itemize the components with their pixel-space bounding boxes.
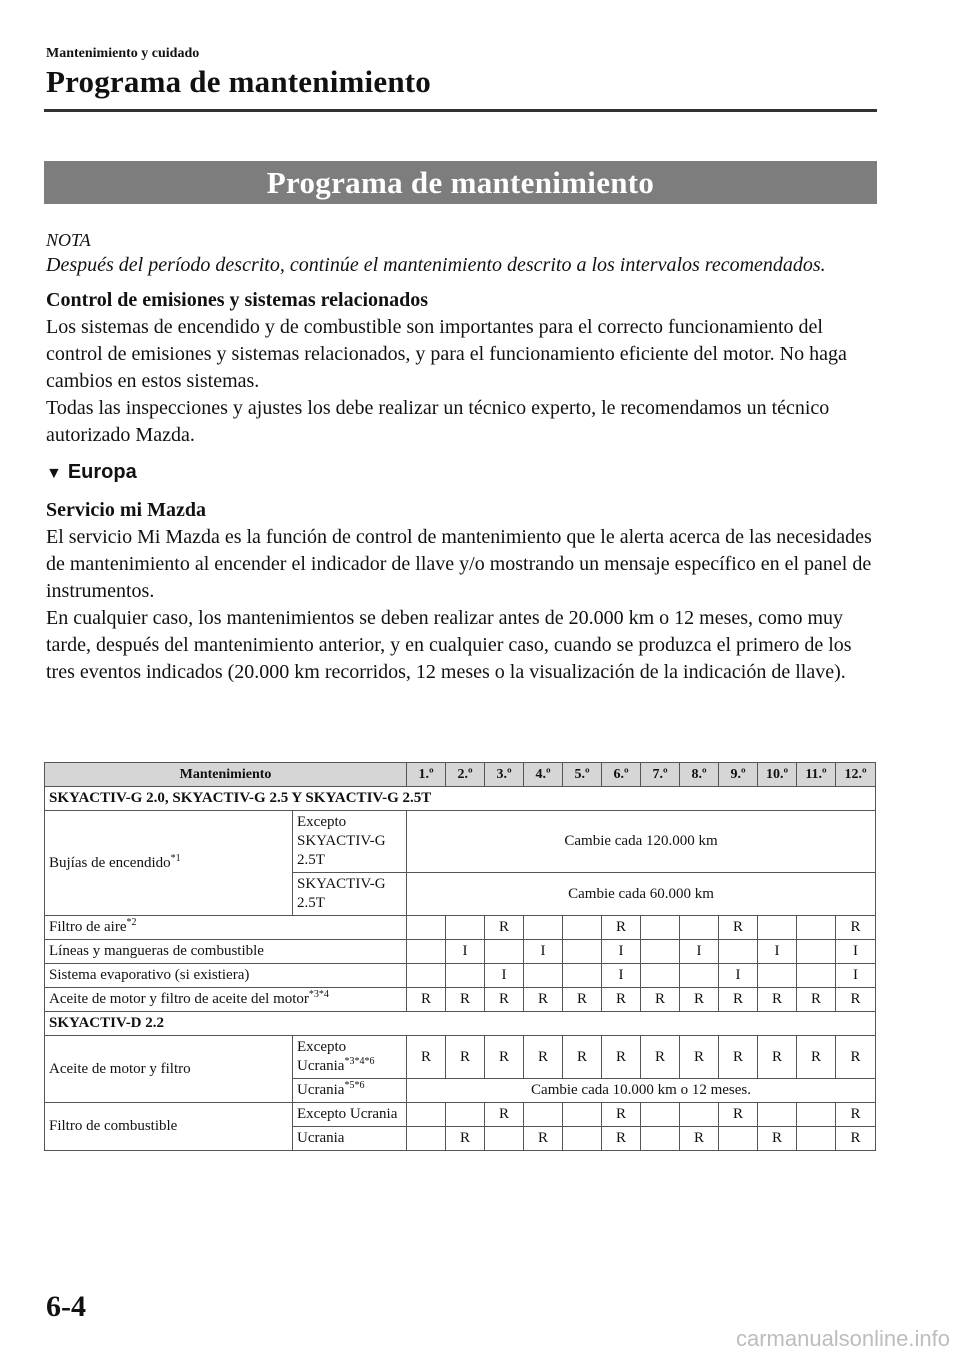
section-label-g: SKYACTIV-G 2.0, SKYACTIV-G 2.5 Y SKYACTIV-G 2.5T [45,787,876,811]
interval-cell [407,1103,446,1127]
interval-cell [407,916,446,940]
sub-label: Ucrania [293,1127,407,1151]
interval-cell: R [836,1103,876,1127]
interval-cell: R [602,1036,641,1079]
interval-cell [797,964,836,988]
interval-cell [719,940,758,964]
interval-cell: I [758,940,797,964]
interval-cell: R [836,1036,876,1079]
mi-mazda-heading: Servicio mi Mazda [46,499,206,521]
interval-cell [446,964,485,988]
interval-cell: R [407,1036,446,1079]
interval-cell: R [641,1036,680,1079]
table-row [45,964,876,988]
sub-label: Excepto Ucrania [293,1103,407,1127]
emissions-paragraph-1: Los sistemas de encendido y de combustible son importantes para el correcto funcionamiento del control de emisiones y sistemas relacionados, y para el funcionamiento eficiente del motor. No haga cambios en estos sistemas. [46,316,847,392]
interval-cell [563,1127,602,1151]
interval-cell [641,1127,680,1151]
interval-cell: R [485,988,524,1012]
row-label-bujias: Bujías de encendido$^{*1}$ [45,811,293,916]
interval-cell: R [485,1103,524,1127]
interval-cell: R [797,1036,836,1079]
header-interval: 3.º [485,763,524,787]
interval-cell: R [602,988,641,1012]
interval-cell: R [602,1103,641,1127]
interval-cell: R [407,988,446,1012]
region-label: Europa [67,461,137,483]
section-row-g [45,787,876,811]
interval-note: Cambie cada 10.000 km o 12 meses. [407,1079,876,1103]
interval-cell: R [719,1103,758,1127]
interval-cell [797,916,836,940]
interval-cell: R [719,1036,758,1079]
sub-label: SKYACTIV-G 2.5T [293,873,407,916]
sub-label: Ucrania$^{*5*6}$ [293,1079,407,1103]
row-label-aceite-d: Aceite de motor y filtro [45,1036,293,1103]
header-interval: 4.º [524,763,563,787]
interval-cell: R [758,1036,797,1079]
interval-cell: R [836,988,876,1012]
table-row [45,988,876,1012]
interval-cell: R [680,988,719,1012]
interval-cell: R [680,1127,719,1151]
interval-cell [524,964,563,988]
header-interval: 10.º [758,763,797,787]
interval-cell: I [836,964,876,988]
header-interval: 8.º [680,763,719,787]
maintenance-table [44,762,876,1151]
interval-cell [797,1127,836,1151]
interval-cell [641,964,680,988]
watermark: carmanualsonline.info [735,1326,950,1351]
mi-mazda-paragraph-1: El servicio Mi Mazda es la función de control de mantenimiento que le alerta acerca de las necesidades de mantenimiento al encender el indicador de llave y/o mostrando un mensaje específico en el panel de instrumentos. [46,526,872,602]
interval-cell: I [446,940,485,964]
interval-cell: I [680,940,719,964]
header-divider [44,109,877,112]
interval-cell [719,1127,758,1151]
interval-cell: R [641,988,680,1012]
section-banner: Programa de mantenimiento [44,161,877,204]
row-label: Filtro de aire$^{*2}$ [45,916,407,940]
interval-cell [446,1103,485,1127]
interval-cell: R [797,988,836,1012]
interval-cell [680,964,719,988]
interval-cell: I [602,964,641,988]
header-interval: 2.º [446,763,485,787]
interval-cell: R [836,916,876,940]
interval-cell [446,916,485,940]
page-number: 6-4 [46,1290,86,1323]
table-row [45,916,876,940]
interval-cell [797,1103,836,1127]
note-title: NOTA [46,230,91,250]
header-mantenimiento: Mantenimiento [45,763,407,787]
header-interval: 6.º [602,763,641,787]
interval-cell [680,916,719,940]
interval-cell: R [524,1036,563,1079]
interval-cell: R [602,1127,641,1151]
interval-cell: R [758,988,797,1012]
interval-cell [758,964,797,988]
header-interval: 7.º [641,763,680,787]
interval-cell: R [446,988,485,1012]
interval-cell [407,940,446,964]
emissions-heading: Control de emisiones y sistemas relacionados [46,289,429,311]
interval-cell: I [836,940,876,964]
table-row [45,811,876,873]
header-interval: 9.º [719,763,758,787]
interval-cell [641,916,680,940]
emissions-paragraph-2: Todas las inspecciones y ajustes los debe realizar un técnico experto, le recomendamos un técnico autorizado Mazda. [46,397,830,446]
interval-cell: R [602,916,641,940]
interval-cell [407,1127,446,1151]
interval-cell [563,1103,602,1127]
table-row [45,1103,876,1127]
interval-cell: R [836,1127,876,1151]
interval-cell: I [602,940,641,964]
interval-cell [524,1103,563,1127]
interval-cell [485,1127,524,1151]
interval-cell [758,1103,797,1127]
note-text: Después del período descrito, continúe el mantenimiento descrito a los intervalos recomendados. [46,254,826,276]
interval-cell [407,964,446,988]
interval-cell [641,940,680,964]
interval-cell: R [563,988,602,1012]
interval-cell [758,916,797,940]
section-label-d: SKYACTIV-D 2.2 [45,1012,876,1036]
interval-cell: I [719,964,758,988]
interval-cell [563,964,602,988]
table-row [45,940,876,964]
interval-cell: R [719,916,758,940]
page-title: Programa de mantenimiento [46,64,431,99]
header-interval: 11.º [797,763,836,787]
interval-note: Cambie cada 120.000 km [407,811,876,873]
row-label: Sistema evaporativo (si existiera) [45,964,407,988]
interval-cell [797,940,836,964]
table-header-row [45,763,876,787]
interval-cell: R [719,988,758,1012]
section-label: Mantenimiento y cuidado [46,46,200,61]
interval-cell: R [524,988,563,1012]
interval-cell [563,940,602,964]
mi-mazda-paragraph-2: En cualquier caso, los mantenimientos se deben realizar antes de 20.000 km o 12 meses, como muy tarde, después del mantenimiento anterior, y en cualquier caso, cuando se produzca el primero de los tres eventos indicados (20.000 km recorridos, 12 meses o la visualización de la indicación de llave). [46,607,852,683]
interval-cell: R [758,1127,797,1151]
triangle-down-icon: ▼ [46,465,62,482]
interval-cell: R [485,916,524,940]
interval-cell [680,1103,719,1127]
interval-cell: R [563,1036,602,1079]
interval-cell: R [524,1127,563,1151]
interval-cell: R [446,1127,485,1151]
table-row [45,1036,876,1079]
interval-note: Cambie cada 60.000 km [407,873,876,916]
header-interval: 5.º [563,763,602,787]
section-row-d [45,1012,876,1036]
row-label: Aceite de motor y filtro de aceite del motor$^{*3*4}$ [45,988,407,1012]
header-interval: 1.º [407,763,446,787]
interval-cell [485,940,524,964]
header-interval: 12.º [836,763,876,787]
interval-cell [641,1103,680,1127]
interval-cell: I [524,940,563,964]
sub-label: Excepto SKYACTIV-G 2.5T [293,811,407,873]
interval-cell: I [485,964,524,988]
main-content [46,228,876,686]
sub-label: Excepto Ucrania$^{*3*4*6}$ [293,1036,407,1079]
interval-cell [524,916,563,940]
region-heading [46,459,876,487]
interval-cell [563,916,602,940]
row-label: Líneas y mangueras de combustible [45,940,407,964]
interval-cell: R [485,1036,524,1079]
interval-cell: R [680,1036,719,1079]
interval-cell: R [446,1036,485,1079]
row-label-filtro-comb: Filtro de combustible [45,1103,293,1151]
